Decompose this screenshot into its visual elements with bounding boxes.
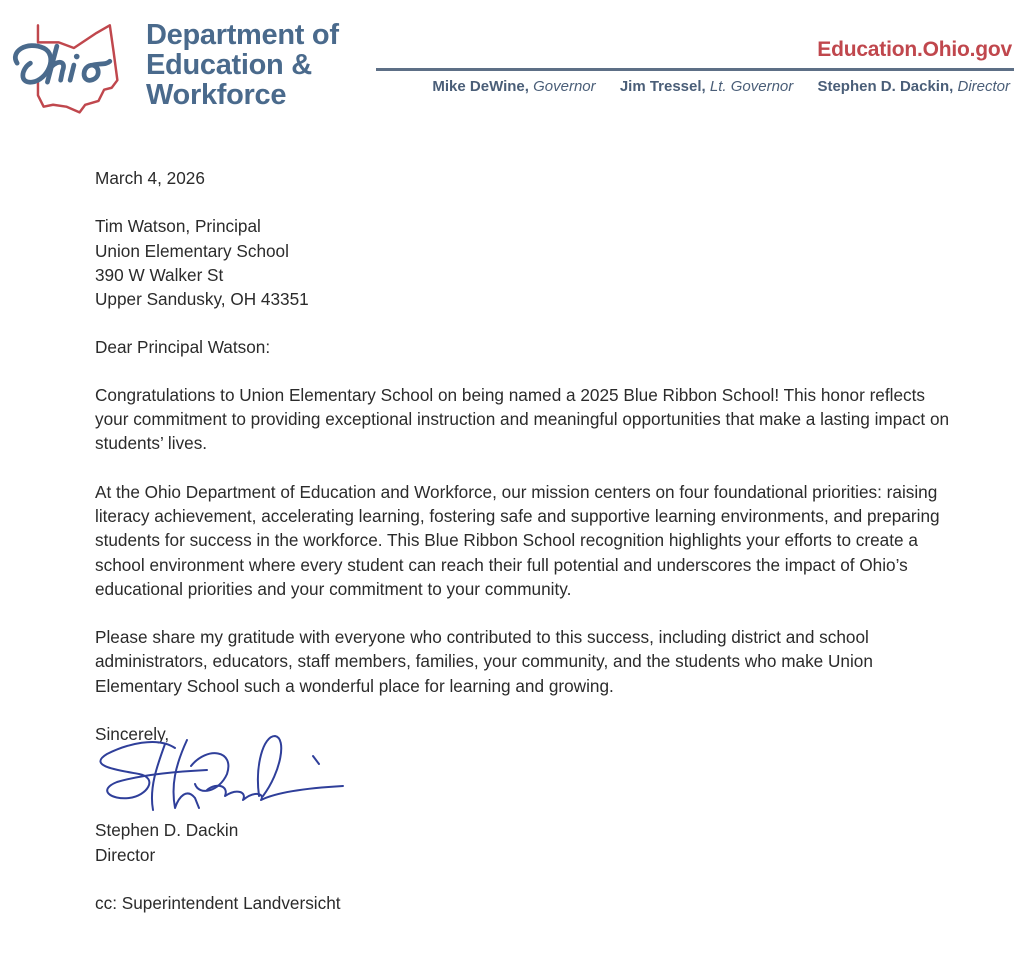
- org-name-line-1: Department of: [146, 19, 339, 51]
- paragraph-2: At the Ohio Department of Education and Workforce, our mission centers on four foundational priorities: raising literacy achievement, accelerating learning, fostering safe and supportive learning environments, and preparing students for success in the workforce. This Blue Ribbon School recognition highlights your efforts to create a school environment where every student can reach their full potential and underscores the impact of Ohio’s educational priorities and your commitment to your community.: [95, 481, 940, 599]
- official-name: Mike DeWine,: [432, 78, 529, 95]
- paragraph-1: Congratulations to Union Elementary School on being named a 2025 Blue Ribbon School! This honor reflects your commitment to providing exceptional instruction and meaningful opportunities that make a lasting impact on students’ lives.: [95, 384, 950, 454]
- org-name-line-3: Workforce: [146, 79, 287, 111]
- letterhead: [0, 0, 1024, 130]
- signer-name: Stephen D. Dackin: [95, 820, 239, 841]
- recipient-address: [95, 214, 955, 311]
- official-title: Lt. Governor: [709, 78, 794, 95]
- org-name-line-2: Education &: [146, 49, 312, 81]
- ohio-logo-icon: [4, 14, 140, 118]
- recipient-line-4: Upper Sandusky, OH 43351: [95, 289, 309, 310]
- salutation: Dear Principal Watson:: [95, 337, 271, 358]
- signer-title: Director: [95, 844, 156, 865]
- header-divider: [376, 68, 1014, 71]
- website-link[interactable]: Education.Ohio.gov: [817, 38, 1012, 61]
- official-director: [817, 78, 1010, 95]
- recipient-line-3: 390 W Walker St: [95, 264, 224, 285]
- officials-list: [412, 78, 1010, 95]
- recipient-line-2: Union Elementary School: [95, 240, 289, 261]
- official-title: Governor: [533, 78, 596, 95]
- cc-line: cc: Superintendent Landversicht: [95, 892, 341, 913]
- official-name: Stephen D. Dackin,: [817, 78, 954, 95]
- letter-date: March 4, 2026: [95, 168, 205, 188]
- org-name: [146, 20, 339, 110]
- letter-body: [95, 166, 955, 915]
- official-governor: [432, 78, 595, 95]
- closing: Sincerely,: [95, 724, 170, 745]
- official-title: Director: [957, 78, 1010, 95]
- official-lt-governor: [620, 78, 793, 95]
- official-name: Jim Tressel,: [619, 78, 706, 95]
- signature-block: [95, 722, 955, 915]
- paragraph-3: Please share my gratitude with everyone who contributed to this success, including district and school administrators, educators, staff members, families, your community, and the students who make Union Elementary School such a wonderful place for learning and growing.: [95, 627, 873, 696]
- recipient-line-1: Tim Watson, Principal: [95, 216, 261, 237]
